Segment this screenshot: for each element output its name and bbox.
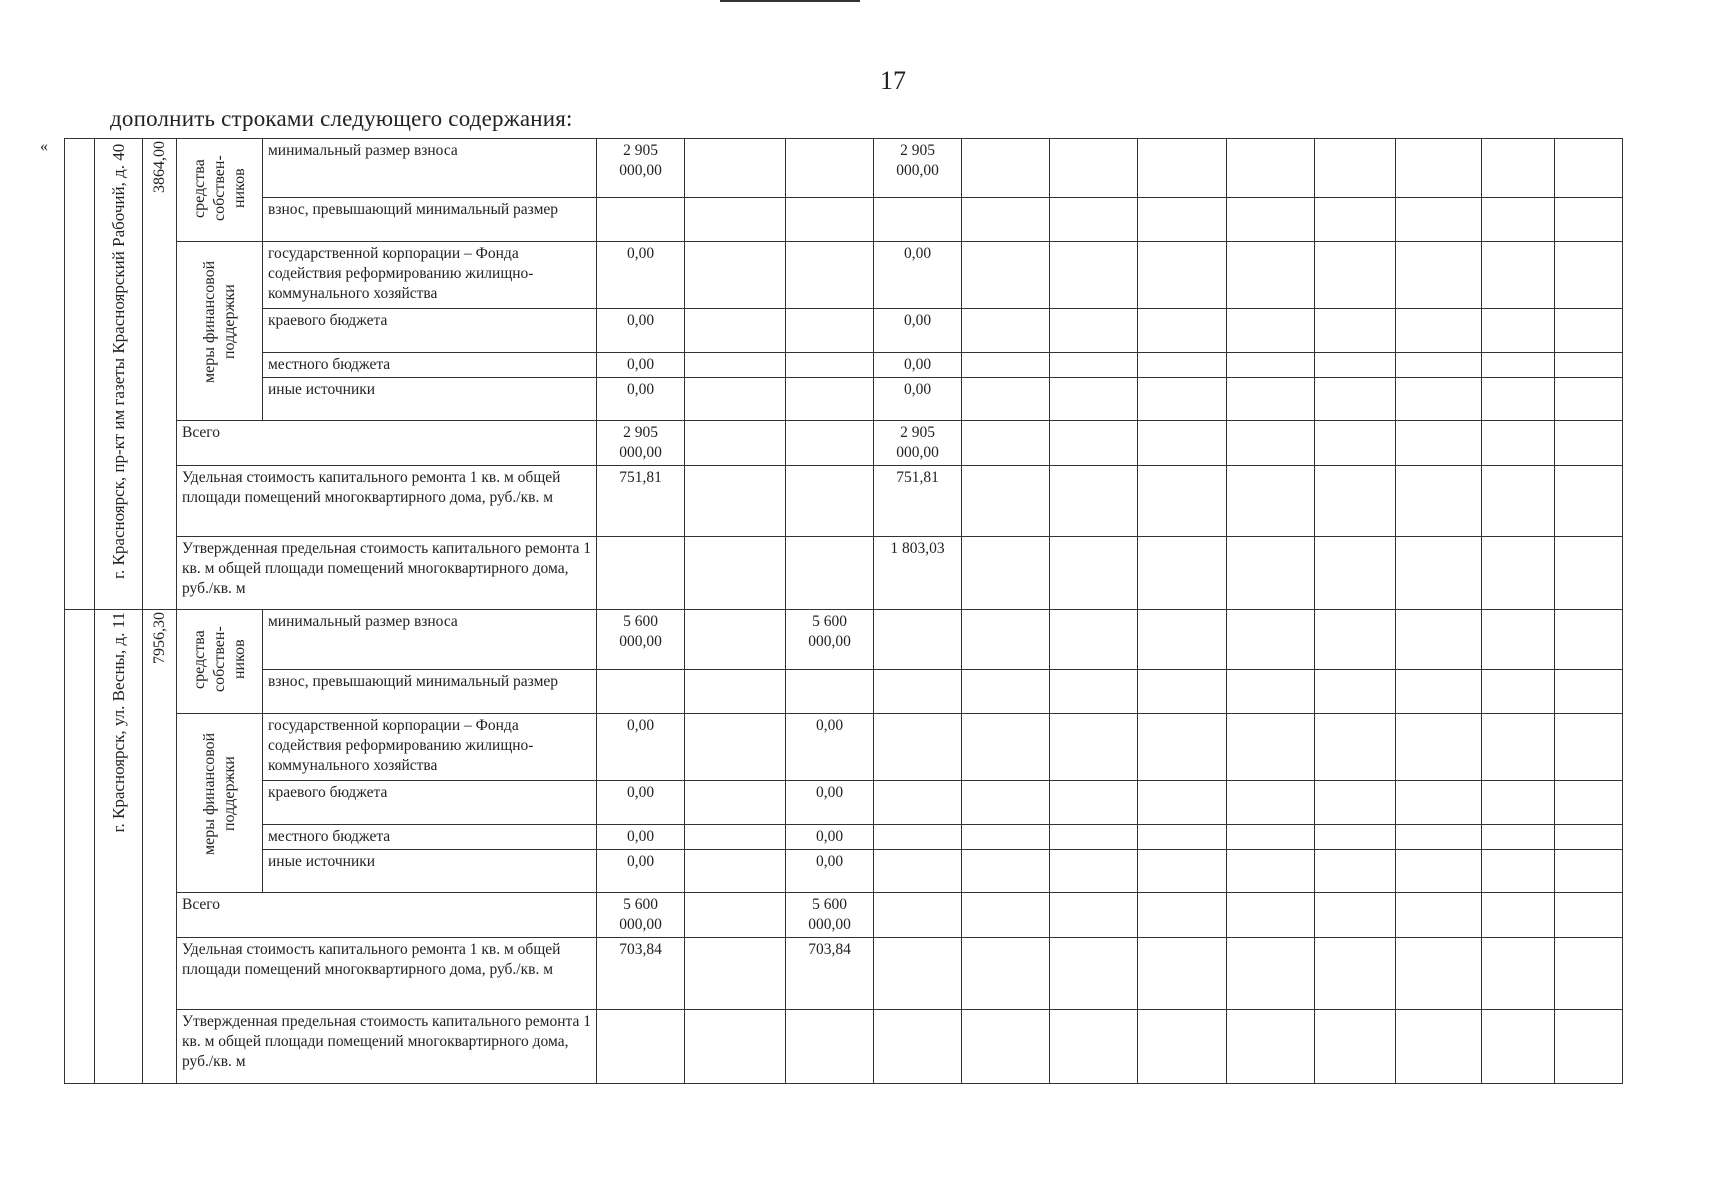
value-cell: 2 905 000,00 xyxy=(597,421,685,466)
empty-cell xyxy=(1482,309,1555,353)
empty-cell xyxy=(1227,242,1315,309)
empty-cell xyxy=(1227,610,1315,670)
value-cell xyxy=(685,378,786,421)
row-label: иные источники xyxy=(263,378,597,421)
empty-cell xyxy=(1315,242,1396,309)
empty-cell xyxy=(1315,537,1396,610)
value-cell xyxy=(874,610,962,670)
empty-cell xyxy=(1555,893,1623,938)
row-label: местного бюджета xyxy=(263,825,597,850)
value-cell: 0,00 xyxy=(874,353,962,378)
empty-cell xyxy=(1482,938,1555,1010)
empty-cell xyxy=(1227,714,1315,781)
empty-cell xyxy=(1315,466,1396,537)
table-row xyxy=(65,242,1623,309)
empty-cell xyxy=(962,309,1050,353)
value-cell xyxy=(685,825,786,850)
empty-cell xyxy=(1138,421,1227,466)
empty-cell xyxy=(1050,353,1138,378)
empty-cell xyxy=(962,893,1050,938)
capital-repair-table xyxy=(64,138,1623,1084)
empty-cell xyxy=(1482,893,1555,938)
value-cell xyxy=(685,670,786,714)
empty-cell xyxy=(1482,421,1555,466)
empty-cell xyxy=(1227,309,1315,353)
empty-cell xyxy=(962,139,1050,198)
empty-cell xyxy=(1050,893,1138,938)
empty-cell xyxy=(1227,938,1315,1010)
table-row xyxy=(65,610,1623,670)
empty-cell xyxy=(1396,893,1482,938)
empty-cell xyxy=(1138,353,1227,378)
value-cell: 703,84 xyxy=(786,938,874,1010)
empty-cell xyxy=(1050,537,1138,610)
empty-cell xyxy=(1138,198,1227,242)
empty-cell xyxy=(1396,309,1482,353)
empty-cell xyxy=(1555,198,1623,242)
area-cell: 7956,30 xyxy=(143,610,177,1084)
empty-cell xyxy=(1396,670,1482,714)
empty-cell xyxy=(1050,825,1138,850)
empty-cell xyxy=(1315,378,1396,421)
table-row xyxy=(65,850,1623,893)
empty-cell xyxy=(1555,850,1623,893)
value-cell xyxy=(685,714,786,781)
empty-cell xyxy=(1555,353,1623,378)
empty-cell xyxy=(1138,850,1227,893)
empty-cell xyxy=(1396,825,1482,850)
value-cell xyxy=(685,466,786,537)
empty-cell xyxy=(1138,537,1227,610)
value-cell xyxy=(786,139,874,198)
row-label: местного бюджета xyxy=(263,353,597,378)
table-row xyxy=(65,893,1623,938)
value-cell xyxy=(685,1010,786,1084)
empty-cell xyxy=(1555,421,1623,466)
empty-cell xyxy=(1555,466,1623,537)
value-cell xyxy=(874,714,962,781)
empty-cell xyxy=(1482,670,1555,714)
value-cell xyxy=(597,537,685,610)
empty-cell xyxy=(1315,670,1396,714)
empty-cell xyxy=(1396,781,1482,825)
financial-support-group: меры финансовой поддержки xyxy=(177,242,263,421)
table-row xyxy=(65,139,1623,198)
value-cell: 0,00 xyxy=(597,714,685,781)
row-label: Утвержденная предельная стоимость капитального ремонта 1 кв. м общей площади помещений многоквартирного дома, руб./кв. м xyxy=(177,537,597,610)
empty-cell xyxy=(1227,537,1315,610)
value-cell xyxy=(685,198,786,242)
empty-cell xyxy=(962,670,1050,714)
value-cell: 5 600 000,00 xyxy=(597,893,685,938)
value-cell: 2 905 000,00 xyxy=(597,139,685,198)
intro-text: дополнить строками следующего содержания: xyxy=(110,106,573,131)
empty-cell xyxy=(1555,714,1623,781)
value-cell: 0,00 xyxy=(597,825,685,850)
empty-cell xyxy=(1482,825,1555,850)
empty-cell xyxy=(1227,670,1315,714)
empty-cell xyxy=(1396,537,1482,610)
empty-cell xyxy=(1227,1010,1315,1084)
index-cell xyxy=(65,610,95,1084)
value-cell xyxy=(786,1010,874,1084)
index-cell xyxy=(65,139,95,610)
empty-cell xyxy=(1555,1010,1623,1084)
empty-cell xyxy=(1050,938,1138,1010)
value-cell: 0,00 xyxy=(786,781,874,825)
empty-cell xyxy=(1138,1010,1227,1084)
empty-cell xyxy=(1138,139,1227,198)
address-cell: г. Красноярск, пр-кт им газеты Красноярский Рабочий, д. 40 xyxy=(95,139,143,610)
financial-support-group: меры финансовой поддержки xyxy=(177,714,263,893)
row-label: Удельная стоимость капитального ремонта 1 кв. м общей площади помещений многоквартирного дома, руб./кв. м xyxy=(177,466,597,537)
value-cell xyxy=(874,781,962,825)
empty-cell xyxy=(1482,537,1555,610)
value-cell xyxy=(685,781,786,825)
empty-cell xyxy=(1555,610,1623,670)
empty-cell xyxy=(1396,1010,1482,1084)
empty-cell xyxy=(1482,353,1555,378)
value-cell xyxy=(786,670,874,714)
table-row xyxy=(65,825,1623,850)
empty-cell xyxy=(1227,198,1315,242)
value-cell xyxy=(685,421,786,466)
empty-cell xyxy=(1138,242,1227,309)
empty-cell xyxy=(1555,537,1623,610)
empty-cell xyxy=(1482,198,1555,242)
header-rule xyxy=(720,0,860,2)
table-row xyxy=(65,309,1623,353)
value-cell: 703,84 xyxy=(597,938,685,1010)
value-cell xyxy=(597,198,685,242)
empty-cell xyxy=(1482,378,1555,421)
empty-cell xyxy=(1396,242,1482,309)
value-cell: 2 905 000,00 xyxy=(874,421,962,466)
empty-cell xyxy=(962,714,1050,781)
empty-cell xyxy=(1050,610,1138,670)
value-cell: 0,00 xyxy=(597,781,685,825)
value-cell xyxy=(786,466,874,537)
empty-cell xyxy=(1138,825,1227,850)
empty-cell xyxy=(1482,466,1555,537)
empty-cell xyxy=(1138,670,1227,714)
empty-cell xyxy=(1227,893,1315,938)
empty-cell xyxy=(1482,139,1555,198)
empty-cell xyxy=(1555,242,1623,309)
empty-cell xyxy=(1050,850,1138,893)
value-cell xyxy=(786,198,874,242)
empty-cell xyxy=(1227,781,1315,825)
empty-cell xyxy=(1482,781,1555,825)
empty-cell xyxy=(1050,781,1138,825)
row-label: краевого бюджета xyxy=(263,781,597,825)
value-cell xyxy=(874,1010,962,1084)
row-label: взнос, превышающий минимальный размер xyxy=(263,670,597,714)
value-cell: 1 803,03 xyxy=(874,537,962,610)
table-row xyxy=(65,1010,1623,1084)
empty-cell xyxy=(1050,309,1138,353)
empty-cell xyxy=(1396,610,1482,670)
table-row xyxy=(65,198,1623,242)
empty-cell xyxy=(1315,139,1396,198)
empty-cell xyxy=(962,242,1050,309)
value-cell xyxy=(874,670,962,714)
row-label: государственной корпорации – Фонда содействия реформированию жилищно-коммунального хозяйства xyxy=(263,242,597,309)
empty-cell xyxy=(1315,421,1396,466)
value-cell: 0,00 xyxy=(597,378,685,421)
empty-cell xyxy=(1227,378,1315,421)
empty-cell xyxy=(1396,421,1482,466)
value-cell: 0,00 xyxy=(786,850,874,893)
empty-cell xyxy=(1050,670,1138,714)
empty-cell xyxy=(1138,610,1227,670)
empty-cell xyxy=(1315,309,1396,353)
table-row xyxy=(65,781,1623,825)
value-cell xyxy=(597,670,685,714)
row-label: иные источники xyxy=(263,850,597,893)
empty-cell xyxy=(1227,825,1315,850)
empty-cell xyxy=(1315,893,1396,938)
empty-cell xyxy=(1315,781,1396,825)
value-cell xyxy=(786,378,874,421)
empty-cell xyxy=(1315,1010,1396,1084)
value-cell xyxy=(685,850,786,893)
row-label: Утвержденная предельная стоимость капитального ремонта 1 кв. м общей площади помещений многоквартирного дома, руб./кв. м xyxy=(177,1010,597,1084)
empty-cell xyxy=(1227,353,1315,378)
owners-funds-group: средства собствен-ников xyxy=(177,610,263,714)
row-label: Всего xyxy=(177,893,597,938)
value-cell xyxy=(685,139,786,198)
value-cell: 0,00 xyxy=(597,242,685,309)
empty-cell xyxy=(1315,825,1396,850)
value-cell: 751,81 xyxy=(874,466,962,537)
value-cell: 0,00 xyxy=(786,825,874,850)
table-row xyxy=(65,670,1623,714)
row-label: взнос, превышающий минимальный размер xyxy=(263,198,597,242)
empty-cell xyxy=(1050,198,1138,242)
empty-cell xyxy=(1396,378,1482,421)
value-cell: 5 600 000,00 xyxy=(597,610,685,670)
empty-cell xyxy=(1050,466,1138,537)
empty-cell xyxy=(1482,1010,1555,1084)
area-cell: 3864,00 xyxy=(143,139,177,610)
row-label: минимальный размер взноса xyxy=(263,139,597,198)
empty-cell xyxy=(1315,714,1396,781)
value-cell: 2 905 000,00 xyxy=(874,139,962,198)
value-cell xyxy=(685,893,786,938)
empty-cell xyxy=(962,781,1050,825)
empty-cell xyxy=(1396,850,1482,893)
value-cell: 0,00 xyxy=(874,378,962,421)
empty-cell xyxy=(1396,714,1482,781)
table-row xyxy=(65,353,1623,378)
empty-cell xyxy=(1050,714,1138,781)
table-row xyxy=(65,938,1623,1010)
value-cell xyxy=(685,242,786,309)
row-label: Всего xyxy=(177,421,597,466)
empty-cell xyxy=(1315,850,1396,893)
empty-cell xyxy=(962,1010,1050,1084)
empty-cell xyxy=(1315,610,1396,670)
empty-cell xyxy=(1315,353,1396,378)
empty-cell xyxy=(1138,714,1227,781)
value-cell: 751,81 xyxy=(597,466,685,537)
empty-cell xyxy=(1315,938,1396,1010)
page-number: 17 xyxy=(880,66,906,95)
value-cell xyxy=(874,938,962,1010)
empty-cell xyxy=(1482,610,1555,670)
empty-cell xyxy=(962,378,1050,421)
value-cell: 0,00 xyxy=(874,309,962,353)
empty-cell xyxy=(1555,825,1623,850)
empty-cell xyxy=(1138,466,1227,537)
empty-cell xyxy=(1555,938,1623,1010)
row-label: минимальный размер взноса xyxy=(263,610,597,670)
empty-cell xyxy=(962,353,1050,378)
empty-cell xyxy=(1050,378,1138,421)
empty-cell xyxy=(1050,242,1138,309)
value-cell xyxy=(874,850,962,893)
empty-cell xyxy=(962,610,1050,670)
empty-cell xyxy=(962,825,1050,850)
empty-cell xyxy=(1482,242,1555,309)
value-cell: 5 600 000,00 xyxy=(786,610,874,670)
empty-cell xyxy=(1555,309,1623,353)
value-cell xyxy=(786,537,874,610)
empty-cell xyxy=(962,850,1050,893)
empty-cell xyxy=(1050,1010,1138,1084)
owners-funds-group: средства собствен-ников xyxy=(177,139,263,242)
empty-cell xyxy=(1396,198,1482,242)
row-label: Удельная стоимость капитального ремонта 1 кв. м общей площади помещений многоквартирного дома, руб./кв. м xyxy=(177,938,597,1010)
empty-cell xyxy=(1138,938,1227,1010)
value-cell xyxy=(874,893,962,938)
value-cell xyxy=(685,537,786,610)
row-label: краевого бюджета xyxy=(263,309,597,353)
value-cell: 0,00 xyxy=(597,850,685,893)
empty-cell xyxy=(1138,781,1227,825)
empty-cell xyxy=(1555,670,1623,714)
empty-cell xyxy=(1396,466,1482,537)
empty-cell xyxy=(1555,139,1623,198)
empty-cell xyxy=(1396,938,1482,1010)
empty-cell xyxy=(1138,378,1227,421)
empty-cell xyxy=(962,938,1050,1010)
value-cell: 0,00 xyxy=(874,242,962,309)
value-cell xyxy=(786,242,874,309)
value-cell xyxy=(874,825,962,850)
empty-cell xyxy=(962,537,1050,610)
value-cell: 0,00 xyxy=(597,353,685,378)
value-cell xyxy=(786,353,874,378)
empty-cell xyxy=(962,421,1050,466)
row-label: государственной корпорации – Фонда содействия реформированию жилищно-коммунального хозяйства xyxy=(263,714,597,781)
empty-cell xyxy=(1555,781,1623,825)
address-cell: г. Красноярск, ул. Весны, д. 11 xyxy=(95,610,143,1084)
table-row xyxy=(65,537,1623,610)
empty-cell xyxy=(1396,139,1482,198)
table-row xyxy=(65,421,1623,466)
value-cell xyxy=(786,309,874,353)
value-cell xyxy=(597,1010,685,1084)
empty-cell xyxy=(1227,139,1315,198)
empty-cell xyxy=(962,466,1050,537)
empty-cell xyxy=(1482,850,1555,893)
table-row xyxy=(65,466,1623,537)
value-cell xyxy=(685,938,786,1010)
value-cell xyxy=(685,309,786,353)
open-quote: « xyxy=(40,138,48,155)
value-cell: 0,00 xyxy=(786,714,874,781)
empty-cell xyxy=(1227,850,1315,893)
empty-cell xyxy=(1396,353,1482,378)
value-cell xyxy=(685,610,786,670)
empty-cell xyxy=(1138,309,1227,353)
empty-cell xyxy=(1050,421,1138,466)
empty-cell xyxy=(1227,466,1315,537)
value-cell xyxy=(874,198,962,242)
value-cell: 5 600 000,00 xyxy=(786,893,874,938)
empty-cell xyxy=(1555,378,1623,421)
table-row xyxy=(65,714,1623,781)
value-cell: 0,00 xyxy=(597,309,685,353)
value-cell xyxy=(685,353,786,378)
empty-cell xyxy=(1227,421,1315,466)
empty-cell xyxy=(962,198,1050,242)
empty-cell xyxy=(1482,714,1555,781)
value-cell xyxy=(786,421,874,466)
empty-cell xyxy=(1050,139,1138,198)
empty-cell xyxy=(1315,198,1396,242)
empty-cell xyxy=(1138,893,1227,938)
table-row xyxy=(65,378,1623,421)
